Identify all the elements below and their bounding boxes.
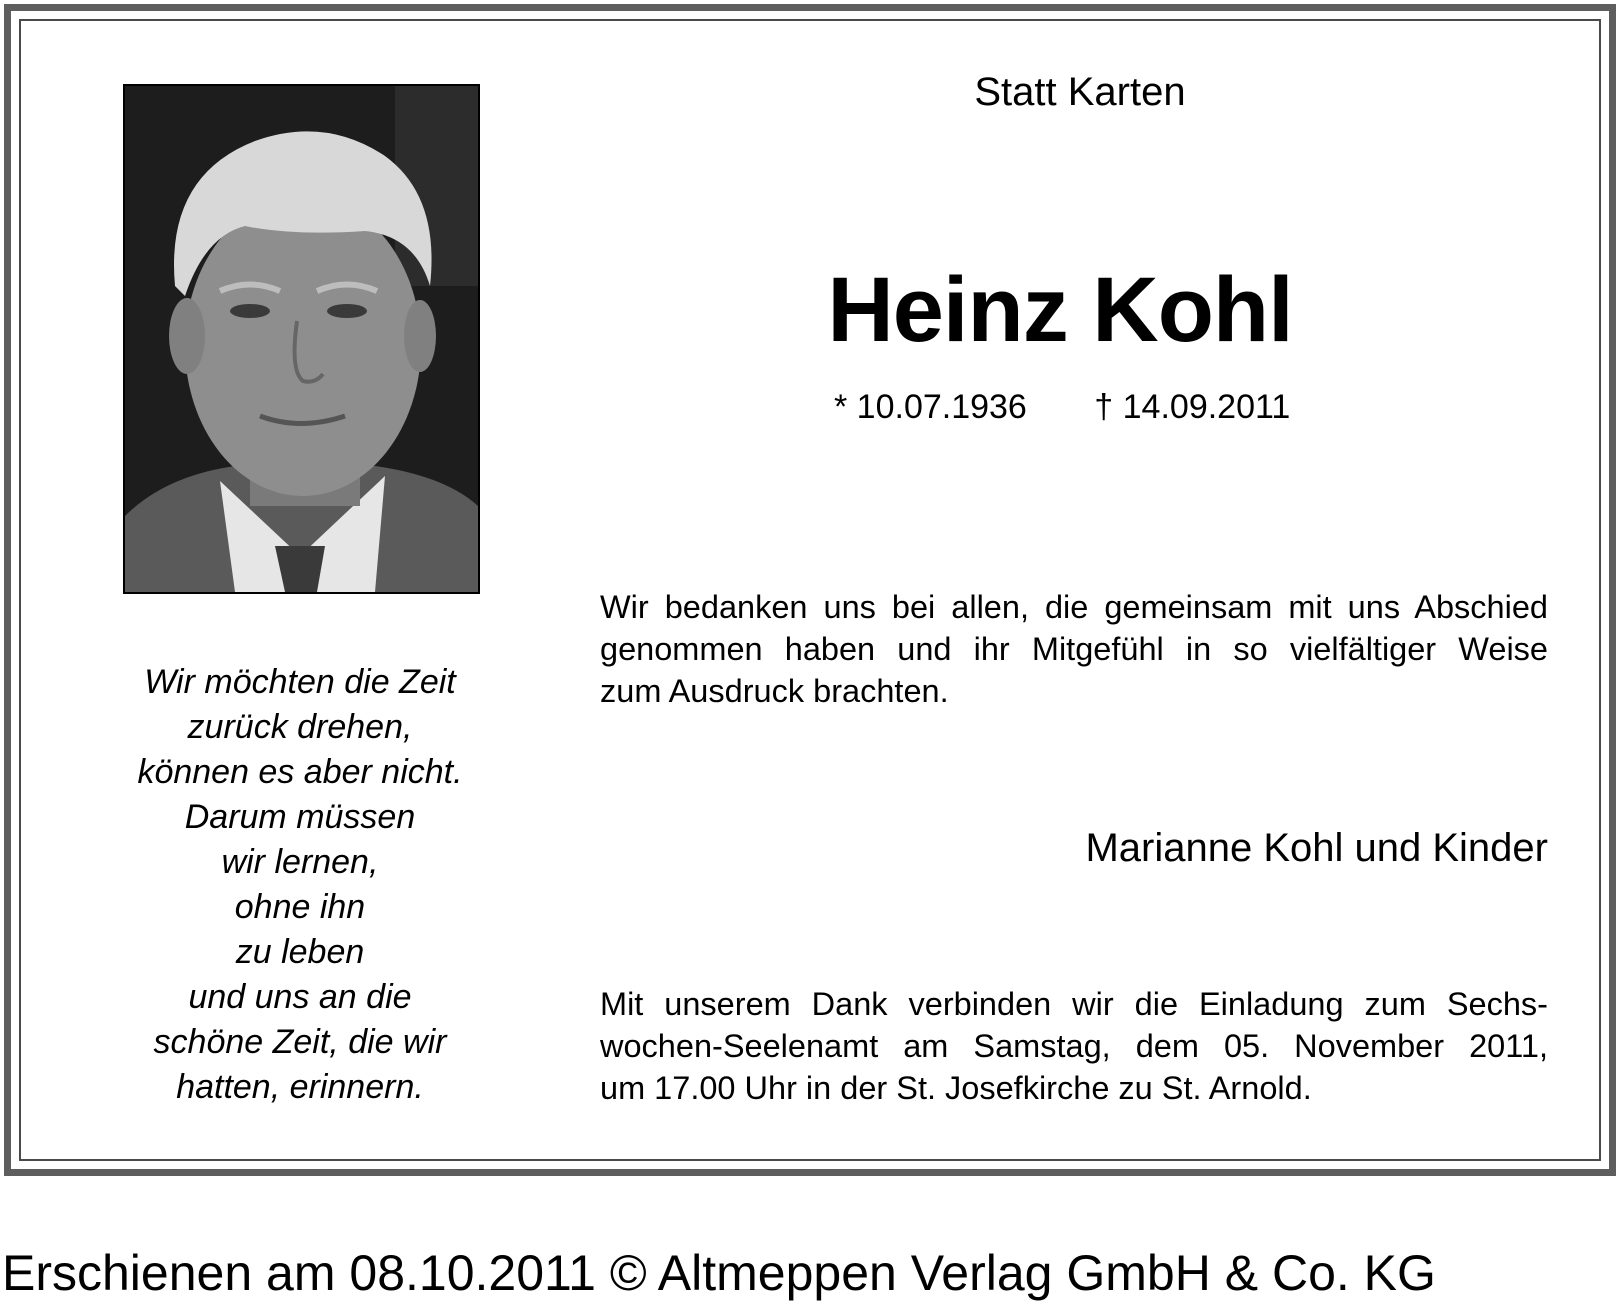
poem-line: zurück drehen, (187, 708, 413, 746)
poem-line: und uns an die (188, 978, 412, 1016)
poem-line: schöne Zeit, die wir (153, 1023, 447, 1061)
portrait-photo-image (125, 86, 478, 592)
header-statt-karten: Statt Karten (974, 70, 1186, 114)
invitation-line: um 17.00 Uhr in der St. Josefkirche zu St. Arnold. (600, 1070, 1312, 1106)
portrait-photo (123, 84, 480, 594)
poem-line: können es aber nicht. (137, 753, 463, 791)
invitation-line: Mit unserem Dank verbinden wir die Einladung zum Sechs- (600, 986, 1548, 1022)
birth-date: * 10.07.1936 (834, 388, 1027, 426)
death-date: † 14.09.2011 (1094, 388, 1291, 426)
poem-line: zu leben (235, 933, 365, 971)
poem-line: Darum müssen (184, 798, 416, 836)
invitation-line: wochen-Seelenamt am Samstag, dem 05. November 2011, (600, 1028, 1548, 1064)
poem (100, 660, 500, 1110)
life-dates (834, 388, 1290, 427)
poem-line: ohne ihn (234, 888, 366, 926)
thanks-line: genommen haben und ihr Mitgefühl in so vielfältiger Weise (600, 631, 1548, 667)
poem-line: hatten, erinnern. (176, 1068, 424, 1106)
poem-line: Wir möchten die Zeit (144, 663, 456, 701)
thanks-line: zum Ausdruck brachten. (600, 673, 949, 709)
deceased-name: Heinz Kohl (827, 259, 1293, 361)
publication-footer: Erschienen am 08.10.2011 © Altmeppen Verlag GmbH & Co. KG (2, 1245, 1436, 1301)
thanks-line: Wir bedanken uns bei allen, die gemeinsam mit uns Abschied (600, 589, 1548, 625)
signature: Marianne Kohl und Kinder (1085, 826, 1548, 870)
invitation-paragraph (600, 983, 1548, 1109)
poem-line: wir lernen, (221, 843, 379, 881)
thanks-paragraph (600, 586, 1548, 712)
